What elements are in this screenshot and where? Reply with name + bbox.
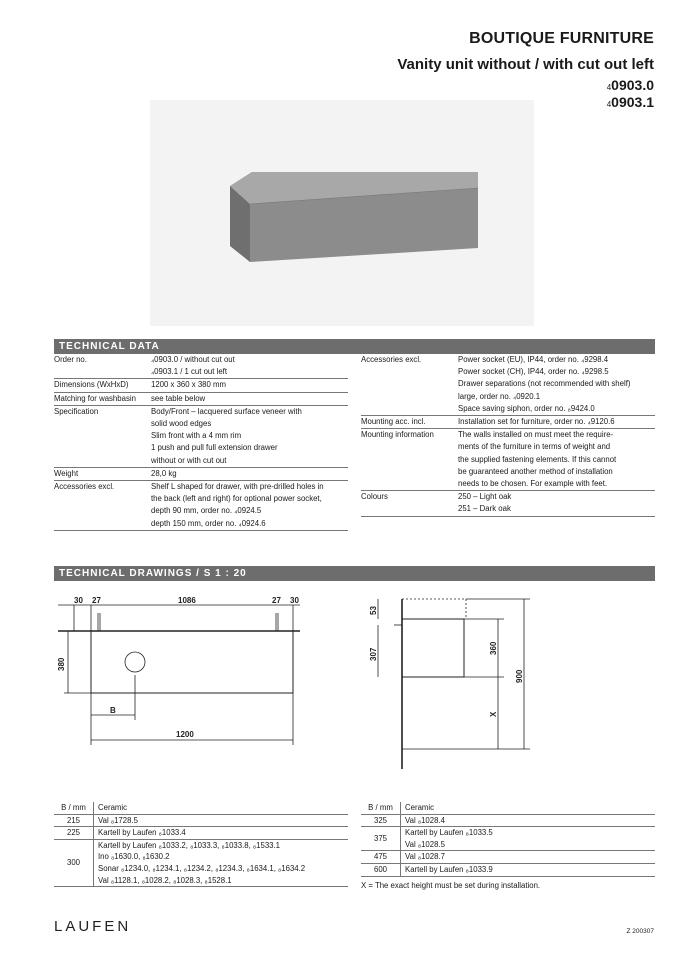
spec-label: Specification — [54, 406, 99, 416]
basin-table-left — [54, 802, 348, 887]
spec-row — [54, 481, 348, 531]
technical-data-header: TECHNICAL DATA — [54, 339, 655, 354]
basin-width: 225 — [54, 827, 94, 839]
spec-value: Slim front with a 4 mm rim — [151, 431, 242, 441]
technical-data-left — [54, 354, 348, 531]
basin-row — [361, 827, 655, 851]
basin-table-right — [361, 802, 655, 891]
spec-row — [361, 429, 655, 491]
basin-row — [54, 840, 348, 887]
product-number-2: 40903.1 — [606, 94, 654, 110]
spec-label: Order no. — [54, 355, 87, 364]
spec-row — [54, 406, 348, 468]
basin-row — [361, 815, 655, 828]
spec-value: ₄0903.1 / 1 cut out left — [151, 367, 228, 377]
spec-value: The walls installed on must meet the require- — [458, 430, 614, 440]
spec-value: Body/Front – lacquered surface veneer with — [151, 406, 302, 416]
spec-value: needs to be chosen. For example with feet. — [458, 479, 608, 489]
basin-width: 475 — [361, 851, 401, 863]
basin-width: 215 — [54, 815, 94, 827]
basin-ceramic: Val ₈1728.5 — [98, 815, 138, 825]
basin-ceramic: Sonar ₈1234.0, ₈1234.1, ₈1234.2, ₈1234.3, ₈1634.1, ₈1634.2 — [98, 863, 306, 873]
basin-row — [361, 851, 655, 864]
spec-label: Matching for washbasin — [54, 393, 136, 403]
basin-row — [361, 864, 655, 877]
spec-value: without or with cut out — [151, 455, 227, 465]
basin-ceramic: Ino ₈1630.0, ₈1630.2 — [98, 852, 170, 862]
technical-drawings-header: TECHNICAL DRAWINGS / S 1 : 20 — [54, 566, 655, 581]
dim-B: B — [110, 706, 116, 715]
vanity-unit-image — [150, 100, 534, 326]
drawing-svg — [54, 585, 655, 775]
spec-label: Accessories excl. — [54, 482, 115, 492]
technical-data-right — [361, 354, 655, 517]
spec-label: Dimensions (WxHxD) — [54, 380, 129, 390]
basin-width: 325 — [361, 815, 401, 827]
spec-value: 250 – Light oak — [458, 492, 512, 502]
spec-row — [361, 354, 655, 416]
dim-380: 380 — [57, 657, 66, 671]
dim-900: 900 — [515, 669, 524, 683]
brand-title: BOUTIQUE FURNITURE — [469, 30, 654, 47]
spec-value: ments of the furniture in terms of weight and — [458, 442, 611, 452]
product-title: Vanity unit without / with cut out left — [397, 56, 654, 73]
basin-table-head: B / mm Ceramic — [54, 802, 348, 815]
spec-label: Weight — [54, 468, 79, 478]
spec-value: 1200 x 360 x 380 mm — [151, 380, 226, 390]
dim-27-left: 27 — [92, 596, 101, 605]
spec-value: Power socket (CH), IP44, order no. ₄9298.5 — [458, 367, 609, 377]
basin-ceramic: Kartell by Laufen ₈1033.4 — [98, 828, 186, 838]
dim-X: X — [489, 711, 498, 717]
spec-value: be guaranteed another method of installation — [458, 466, 613, 476]
dim-307: 307 — [369, 647, 378, 661]
spec-value: large, order no. ₄0920.1 — [458, 391, 541, 401]
spec-value: Shelf L shaped for drawer, with pre-drilled holes in — [151, 482, 324, 492]
spec-row — [361, 491, 655, 516]
dim-1086: 1086 — [178, 596, 196, 605]
spec-value: the supplied fastening elements. If this cannot — [458, 454, 617, 464]
spec-row — [54, 379, 348, 392]
spec-value: Drawer separations (not recommended with shelf) — [458, 379, 631, 389]
basin-table-head: B / mm Ceramic — [361, 802, 655, 815]
laufen-logo: LAUFEN — [54, 918, 132, 935]
basin-width: 375 — [361, 827, 401, 850]
spec-value: 28,0 kg — [151, 468, 177, 478]
spec-value: ₄0903.0 / without cut out — [151, 355, 235, 364]
dim-53: 53 — [369, 606, 378, 615]
document-reference: Z 200307 — [626, 928, 654, 935]
spec-value: Power socket (EU), IP44, order no. ₄9298.4 — [458, 355, 609, 364]
spec-label: Mounting acc. incl. — [361, 417, 426, 427]
dim-360: 360 — [489, 641, 498, 655]
basin-width: 300 — [54, 840, 94, 886]
product-number-1: 40903.0 — [606, 77, 654, 93]
spec-row — [361, 416, 655, 429]
basin-ceramic: Kartell by Laufen ₈1033.2, ₈1033.3, ₈1033.8, ₈1533.1 — [98, 840, 280, 850]
spec-value: the back (left and right) for optional power socket, — [151, 494, 322, 504]
spec-value: see table below — [151, 393, 206, 403]
basin-width: 600 — [361, 864, 401, 876]
spec-row — [54, 468, 348, 481]
basin-row — [54, 827, 348, 840]
spec-row — [54, 393, 348, 406]
technical-drawings — [54, 585, 655, 780]
basin-ceramic: Val ₈1028.5 — [405, 839, 445, 849]
basin-ceramic: Val ₈1028.7 — [405, 852, 445, 862]
spec-label: Accessories excl. — [361, 355, 422, 364]
basin-ceramic: Kartell by Laufen ₈1033.9 — [405, 864, 493, 874]
spec-value: depth 90 mm, order no. ₄0924.5 — [151, 506, 262, 516]
basin-ceramic: Kartell by Laufen ₈1033.5 — [405, 828, 493, 838]
spec-label: Colours — [361, 492, 388, 502]
installation-note: X = The exact height must be set during installation. — [361, 880, 541, 890]
spec-value: depth 150 mm, order no. ₄0924.6 — [151, 518, 266, 528]
spec-value: Installation set for furniture, order no. ₄9120.6 — [458, 417, 615, 427]
dim-1200: 1200 — [176, 730, 194, 739]
spec-value: Space saving siphon, order no. ₈9424.0 — [458, 403, 595, 413]
dim-30-left: 30 — [74, 596, 83, 605]
basin-row — [54, 815, 348, 828]
spec-value: 251 – Dark oak — [458, 504, 511, 514]
dim-27-right: 27 — [272, 596, 281, 605]
spec-label: Mounting information — [361, 430, 434, 440]
dim-30-right: 30 — [290, 596, 299, 605]
basin-ceramic: Val ₈1028.4 — [405, 815, 445, 825]
spec-value: 1 push and pull full extension drawer — [151, 443, 278, 453]
spec-value: solid wood edges — [151, 419, 212, 429]
basin-ceramic: Val ₈1128.1, ₈1028.2, ₈1028.3, ₈1528.1 — [98, 875, 232, 885]
product-photo — [150, 100, 534, 326]
spec-row — [54, 354, 348, 379]
